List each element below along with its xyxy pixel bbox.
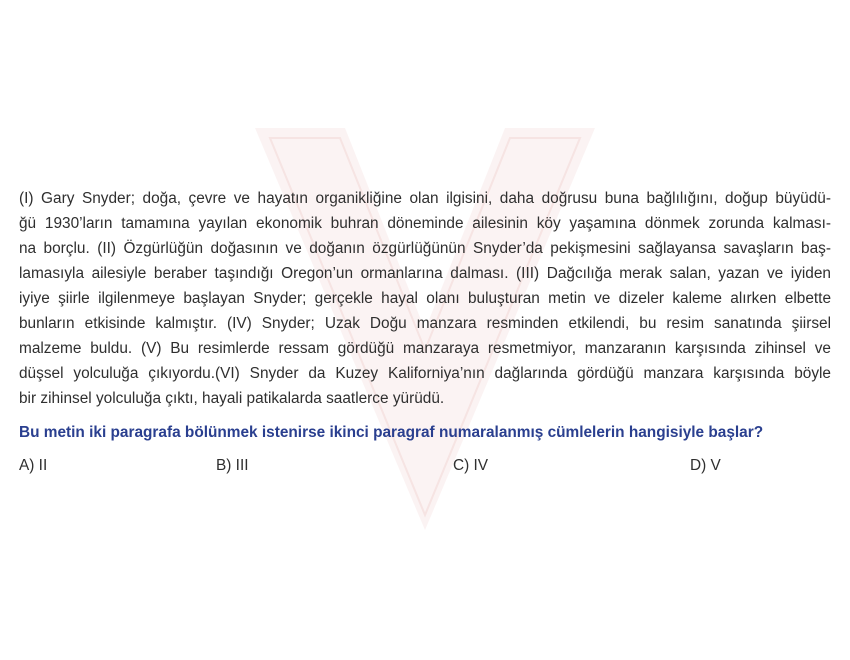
passage-line: (I) Gary Snyder; doğa, çevre ve hayatın organikliğine olan ilgisini, daha doğrusu buna bağlılığını, doğup büyüdü- [19,190,831,207]
reading-passage [19,186,831,411]
passage-line: düşsel yolculuğa çıkıyordu.(VI) Snyder da Kuzey Kaliforniya’nın dağlarında gördüğü manzara karşısında böyle [19,365,831,382]
option-d[interactable]: D) V [690,457,721,474]
passage-line: bir zihinsel yolculuğa çıktı, hayali patikalarda saatlerce yürüdü. [19,390,445,407]
option-b[interactable]: B) III [216,457,249,474]
passage-line: malzeme buldu. (V) Bu resimlerde ressam gördüğü manzaraya resmetmiyor, manzaranın karşısında zihinsel ve [19,340,831,357]
option-a[interactable]: A) II [19,457,48,474]
passage-line: lamasıyla ailesiyle beraber taşındığı Oregon’un ormanlarına dalması. (III) Dağcılığa merak salan, yazan ve iyiden [19,265,831,282]
passage-line: bunların etkisinde kalmıştır. (IV) Snyder; Uzak Doğu manzara resminden etkilendi, bu resim sanatında şiirsel [19,315,831,332]
passage-line: iyiye şiirle ilgilenmeye başlayan Snyder; gerçekle hayal olanı buluşturan metin ve dizeler kaleme alırken elbette [19,290,831,307]
question-text: Bu metin iki paragrafa bölünmek istenirse ikinci paragraf numaralanmış cümlelerin hangisiyle başlar? [19,424,764,441]
answer-options [0,457,850,481]
passage-line: ğü 1930’ların tamamına yayılan ekonomik buhran döneminde ailesinin köy yaşamına dönmek zorunda kalması- [19,215,831,232]
passage-line: na borçlu. (II) Özgürlüğün doğasının ve doğanın özgürlüğünün Snyder’da pekişmesini sağlayansa savaşların baş- [19,240,831,257]
option-c[interactable]: C) IV [453,457,489,474]
